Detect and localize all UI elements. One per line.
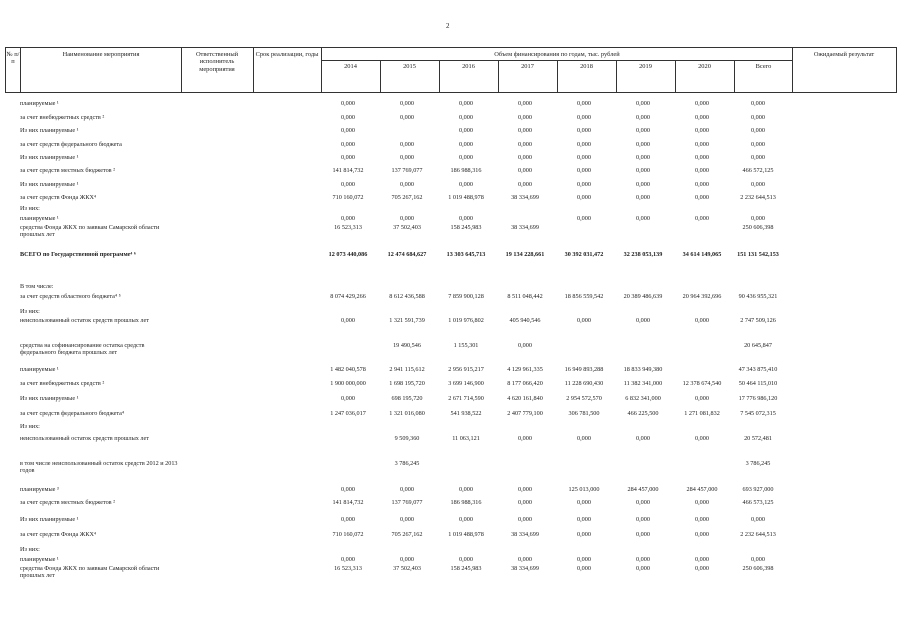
row-value: 1 271 081,832 <box>684 410 720 417</box>
row-value: 0,000 <box>341 141 355 148</box>
row-value: 0,000 <box>577 556 591 563</box>
row-value: 0,000 <box>695 215 709 222</box>
row-value: 0,000 <box>400 486 414 493</box>
row-value: 0,000 <box>400 556 414 563</box>
row-label: за счет средств местных бюджетов ² <box>20 167 115 174</box>
row-label: Из них: <box>20 205 40 212</box>
row-value: 4 129 961,335 <box>507 366 543 373</box>
row-value: 306 781,500 <box>568 410 600 417</box>
row-value: 0,000 <box>341 317 355 324</box>
row-value: 20 645,847 <box>744 342 772 349</box>
row-label: за счет средств федерального бюджета⁴ <box>20 410 125 417</box>
row-value: 11 228 690,430 <box>564 380 604 387</box>
row-value: 8 511 048,442 <box>507 293 543 300</box>
row-value: 0,000 <box>400 141 414 148</box>
row-value: 0,000 <box>341 100 355 107</box>
row-value: 0,000 <box>695 395 709 402</box>
row-value: 0,000 <box>400 100 414 107</box>
row-value: 141 814,732 <box>332 499 364 506</box>
row-value: 0,000 <box>636 141 650 148</box>
row-value: 0,000 <box>459 556 473 563</box>
row-label: неиспользованный остаток средств прошлых лет <box>20 317 149 324</box>
row-value: 0,000 <box>577 531 591 538</box>
header-term: Срок реализации, годы <box>255 51 319 58</box>
row-value: 34 614 149,065 <box>682 251 722 258</box>
row-label: планируемые ¹ <box>20 100 59 107</box>
row-value: 18 833 949,380 <box>623 366 663 373</box>
row-label: Из них: <box>20 423 40 430</box>
row-value: 16 523,313 <box>334 224 362 231</box>
row-value: 37 502,403 <box>393 224 421 231</box>
row-value: 693 927,000 <box>742 486 774 493</box>
row-label: Из них планируемые ¹ <box>20 154 79 161</box>
row-value: 698 195,720 <box>391 395 423 402</box>
row-value: 0,000 <box>518 100 532 107</box>
row-value: 0,000 <box>341 181 355 188</box>
row-value: 466 572,125 <box>742 167 774 174</box>
row-value: 11 063,121 <box>452 435 480 442</box>
row-value: 0,000 <box>577 127 591 134</box>
row-label: Из них планируемые ¹ <box>20 516 79 523</box>
row-value: 1 019 488,978 <box>448 531 484 538</box>
row-value: 0,000 <box>518 486 532 493</box>
row-value: 141 814,732 <box>332 167 364 174</box>
row-value: 0,000 <box>341 556 355 563</box>
row-value: 0,000 <box>577 154 591 161</box>
row-label: за счет средств Фонда ЖКХ⁴ <box>20 194 97 201</box>
row-value: 151 131 542,153 <box>737 251 779 258</box>
row-value: 137 769,077 <box>391 167 423 174</box>
row-value: 0,000 <box>341 516 355 523</box>
row-label: неиспользованный остаток средств прошлых лет <box>20 435 149 442</box>
row-value: 1 321 016,080 <box>389 410 425 417</box>
row-value: 30 392 031,472 <box>564 251 604 258</box>
row-value: 0,000 <box>459 486 473 493</box>
row-value: 37 502,403 <box>393 565 421 572</box>
row-value: 0,000 <box>636 499 650 506</box>
row-value: 13 303 645,713 <box>446 251 486 258</box>
page-number: 2 <box>446 22 450 30</box>
row-value: 0,000 <box>695 516 709 523</box>
row-value: 1 155,301 <box>453 342 479 349</box>
row-value: 0,000 <box>695 317 709 324</box>
row-value: 0,000 <box>459 154 473 161</box>
row-value: 0,000 <box>400 154 414 161</box>
row-value: 0,000 <box>636 167 650 174</box>
row-value: 125 013,000 <box>568 486 600 493</box>
row-value: 2 671 714,590 <box>448 395 484 402</box>
row-value: 0,000 <box>577 194 591 201</box>
row-value: 0,000 <box>695 531 709 538</box>
row-value: 0,000 <box>459 141 473 148</box>
header-year: 2017 <box>521 63 534 70</box>
header-year: 2015 <box>403 63 416 70</box>
row-value: 0,000 <box>577 565 591 572</box>
row-value: 0,000 <box>577 317 591 324</box>
row-value: 20 964 392,696 <box>682 293 722 300</box>
row-label: за счет внебюджетных средств ² <box>20 114 105 121</box>
row-value: 0,000 <box>341 486 355 493</box>
row-value: 0,000 <box>695 181 709 188</box>
row-label: Из них: <box>20 546 40 553</box>
header-year: 2014 <box>344 63 357 70</box>
row-value: 0,000 <box>518 127 532 134</box>
row-value: 9 509,360 <box>394 435 420 442</box>
row-value: 0,000 <box>518 154 532 161</box>
row-value: 11 382 341,000 <box>623 380 663 387</box>
row-value: 0,000 <box>636 531 650 538</box>
row-value: 710 160,072 <box>332 194 364 201</box>
row-value: 1 698 195,720 <box>389 380 425 387</box>
row-value: 0,000 <box>400 516 414 523</box>
row-value: 0,000 <box>518 516 532 523</box>
row-value: 0,000 <box>695 194 709 201</box>
row-value: 250 606,398 <box>742 224 774 231</box>
row-label: планируемые ¹ <box>20 556 59 563</box>
row-value: 12 378 674,540 <box>682 380 722 387</box>
row-value: 0,000 <box>695 127 709 134</box>
row-value: 0,000 <box>695 556 709 563</box>
header-name: Наименование мероприятия <box>62 51 140 58</box>
row-value: 20 389 486,639 <box>623 293 663 300</box>
row-value: 4 620 161,840 <box>507 395 543 402</box>
row-label: Из них: <box>20 308 40 315</box>
row-value: 38 334,699 <box>511 194 539 201</box>
row-value: 0,000 <box>577 435 591 442</box>
row-value: 0,000 <box>459 215 473 222</box>
row-value: 16 949 893,288 <box>564 366 604 373</box>
row-label: В том числе: <box>20 283 54 290</box>
row-value: 0,000 <box>341 395 355 402</box>
row-value: 186 988,316 <box>450 499 482 506</box>
row-value: 0,000 <box>636 435 650 442</box>
row-value: 0,000 <box>636 317 650 324</box>
row-value: 0,000 <box>751 154 765 161</box>
header-year: 2019 <box>639 63 652 70</box>
row-value: 158 245,983 <box>450 565 482 572</box>
header-funding: Объем финансирования по годам, тыс. рублей <box>494 51 620 58</box>
row-value: 50 464 115,010 <box>738 380 778 387</box>
header-num: № п/п <box>6 51 20 66</box>
row-value: 0,000 <box>636 194 650 201</box>
row-value: 90 436 955,321 <box>738 293 778 300</box>
row-value: 0,000 <box>636 114 650 121</box>
row-value: 0,000 <box>751 516 765 523</box>
row-label: за счет средств областного бюджета⁴ ⁵ <box>20 293 121 300</box>
row-value: 38 334,699 <box>511 224 539 231</box>
row-label: планируемые ¹ <box>20 366 59 373</box>
row-label: за счет средств местных бюджетов ² <box>20 499 115 506</box>
row-value: 466 573,125 <box>742 499 774 506</box>
row-value: 2 232 644,513 <box>740 531 776 538</box>
row-value: 186 988,316 <box>450 167 482 174</box>
row-value: 2 941 115,612 <box>389 366 425 373</box>
row-value: 710 160,072 <box>332 531 364 538</box>
row-value: 0,000 <box>577 516 591 523</box>
row-value: 0,000 <box>695 100 709 107</box>
row-value: 0,000 <box>751 215 765 222</box>
row-value: 0,000 <box>341 215 355 222</box>
row-value: 0,000 <box>518 435 532 442</box>
row-value: 2 954 572,570 <box>566 395 602 402</box>
row-value: 0,000 <box>695 167 709 174</box>
row-value: 0,000 <box>577 167 591 174</box>
row-value: 705 267,162 <box>391 194 423 201</box>
row-value: 0,000 <box>695 435 709 442</box>
row-value: 0,000 <box>577 114 591 121</box>
row-label: Из них планируемые ¹ <box>20 181 79 188</box>
row-value: 466 225,500 <box>627 410 659 417</box>
row-value: 0,000 <box>341 114 355 121</box>
header-year: Всего <box>755 63 772 70</box>
row-value: 0,000 <box>695 154 709 161</box>
row-label: средства Фонда ЖКХ по заявкам Самарской области прошлых лет <box>20 224 160 239</box>
row-value: 2 232 644,513 <box>740 194 776 201</box>
row-value: 3 786,245 <box>745 460 771 467</box>
row-value: 0,000 <box>751 100 765 107</box>
header-year: 2018 <box>580 63 593 70</box>
row-value: 0,000 <box>400 181 414 188</box>
row-value: 0,000 <box>459 516 473 523</box>
row-label: планируемые ¹ <box>20 215 59 222</box>
row-value: 1 900 000,000 <box>330 380 366 387</box>
row-value: 1 019 488,978 <box>448 194 484 201</box>
row-value: 0,000 <box>636 127 650 134</box>
row-value: 0,000 <box>577 215 591 222</box>
row-value: 250 606,398 <box>742 565 774 572</box>
row-value: 158 245,983 <box>450 224 482 231</box>
row-label: средства на софинансирование остатка средств федерального бюджета прошлых лет <box>20 342 145 357</box>
row-value: 0,000 <box>518 114 532 121</box>
table-header <box>5 47 897 93</box>
row-value: 284 457,000 <box>627 486 659 493</box>
row-value: 0,000 <box>459 181 473 188</box>
row-value: 0,000 <box>636 181 650 188</box>
header-year: 2016 <box>462 63 475 70</box>
row-label: за счет внебюджетных средств ² <box>20 380 105 387</box>
row-value: 2 956 915,217 <box>448 366 484 373</box>
row-value: 0,000 <box>400 114 414 121</box>
row-value: 0,000 <box>459 114 473 121</box>
row-value: 7 859 900,128 <box>448 293 484 300</box>
row-label: за счет средств федерального бюджета <box>20 141 122 148</box>
row-value: 0,000 <box>518 556 532 563</box>
row-value: 541 938,522 <box>450 410 482 417</box>
row-value: 8 074 429,266 <box>330 293 366 300</box>
header-year: 2020 <box>698 63 711 70</box>
row-value: 0,000 <box>341 127 355 134</box>
row-value: 12 474 684,627 <box>387 251 427 258</box>
row-value: 0,000 <box>577 100 591 107</box>
row-value: 0,000 <box>695 114 709 121</box>
row-value: 19 490,546 <box>393 342 421 349</box>
header-result: Ожидаемый результат <box>813 51 875 58</box>
row-value: 47 343 875,410 <box>738 366 778 373</box>
row-value: 3 786,245 <box>394 460 420 467</box>
row-value: 0,000 <box>577 181 591 188</box>
row-value: 2 747 509,126 <box>740 317 776 324</box>
row-value: 0,000 <box>518 141 532 148</box>
row-value: 0,000 <box>459 100 473 107</box>
row-value: 6 832 341,000 <box>625 395 661 402</box>
row-value: 38 334,699 <box>511 565 539 572</box>
row-value: 0,000 <box>518 167 532 174</box>
row-value: 0,000 <box>636 215 650 222</box>
row-value: 0,000 <box>577 141 591 148</box>
row-value: 0,000 <box>751 141 765 148</box>
row-value: 0,000 <box>695 499 709 506</box>
row-value: 0,000 <box>400 215 414 222</box>
row-value: 8 612 436,588 <box>389 293 425 300</box>
row-label: ВСЕГО по Государственной программе⁴ ⁶ <box>20 251 136 258</box>
row-value: 8 177 066,420 <box>507 380 543 387</box>
row-value: 12 073 440,086 <box>328 251 368 258</box>
row-value: 0,000 <box>695 141 709 148</box>
row-label: за счет средств Фонда ЖКХ⁴ <box>20 531 97 538</box>
row-value: 0,000 <box>518 181 532 188</box>
row-value: 17 776 986,120 <box>738 395 778 402</box>
row-value: 0,000 <box>518 499 532 506</box>
row-value: 0,000 <box>459 127 473 134</box>
row-value: 0,000 <box>636 516 650 523</box>
row-value: 0,000 <box>636 154 650 161</box>
row-value: 32 238 053,139 <box>623 251 663 258</box>
row-value: 19 134 228,661 <box>505 251 545 258</box>
row-value: 0,000 <box>695 565 709 572</box>
header-executor: Ответственный исполнитель мероприятия <box>195 51 239 73</box>
row-label: Из них планируемые ¹ <box>20 395 79 402</box>
row-value: 0,000 <box>636 100 650 107</box>
row-value: 18 856 559,542 <box>564 293 604 300</box>
row-value: 0,000 <box>577 499 591 506</box>
row-value: 0,000 <box>636 565 650 572</box>
row-value: 3 699 146,900 <box>448 380 484 387</box>
row-value: 1 321 591,739 <box>389 317 425 324</box>
row-value: 0,000 <box>751 127 765 134</box>
row-value: 0,000 <box>341 154 355 161</box>
row-value: 2 407 779,100 <box>507 410 543 417</box>
row-value: 0,000 <box>751 181 765 188</box>
row-value: 1 247 036,017 <box>330 410 366 417</box>
row-value: 137 769,077 <box>391 499 423 506</box>
row-value: 0,000 <box>751 114 765 121</box>
row-value: 705 267,162 <box>391 531 423 538</box>
row-value: 0,000 <box>636 556 650 563</box>
row-value: 16 523,313 <box>334 565 362 572</box>
row-value: 1 019 976,802 <box>448 317 484 324</box>
row-value: 7 545 072,315 <box>740 410 776 417</box>
row-label: в том числе неиспользованный остаток средств 2012 и 2013 годов <box>20 460 178 475</box>
row-label: планируемые ³ <box>20 486 59 493</box>
row-value: 1 482 040,578 <box>330 366 366 373</box>
row-value: 405 940,546 <box>509 317 541 324</box>
row-label: Из них планируемые ¹ <box>20 127 79 134</box>
row-value: 0,000 <box>751 556 765 563</box>
row-label: средства Фонда ЖКХ по заявкам Самарской области прошлых лет <box>20 565 160 580</box>
row-value: 284 457,000 <box>686 486 718 493</box>
row-value: 0,000 <box>518 342 532 349</box>
row-value: 20 572,481 <box>744 435 772 442</box>
row-value: 38 334,699 <box>511 531 539 538</box>
